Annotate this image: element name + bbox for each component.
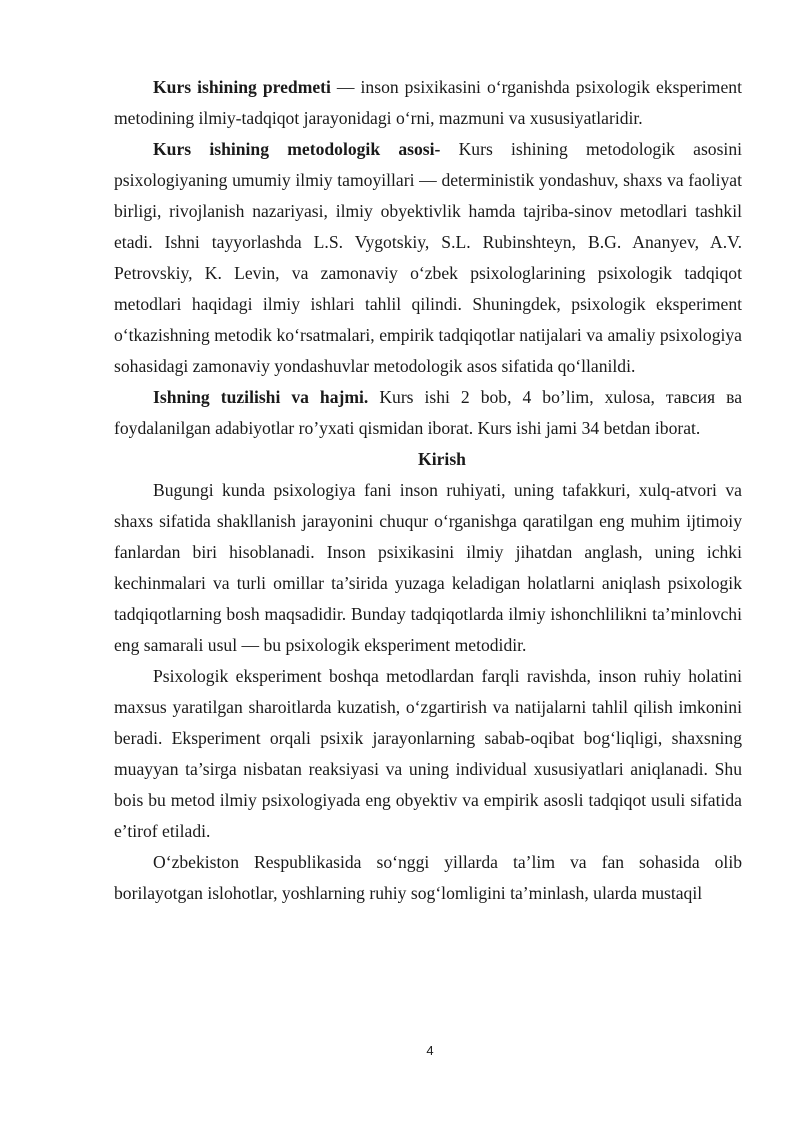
section-heading: Kirish — [418, 449, 466, 469]
paragraph-structure — [114, 382, 742, 444]
paragraph-text: — inson psixikasini o‘rganishda psixologik eksperiment metodining ilmiy-tadqiqot jarayonidagi o‘rni, mazmuni va xususiyatlaridir. — [114, 77, 742, 128]
paragraph-subject — [114, 72, 742, 134]
page-body — [114, 72, 742, 909]
page-number: 4 — [426, 1043, 434, 1058]
paragraph-methodology — [114, 134, 742, 382]
paragraph-lead: Ishning tuzilishi va hajmi. — [153, 387, 369, 407]
paragraph-intro-2: Psixologik eksperiment boshqa metodlardan farqli ravishda, inson ruhiy holatini maxsus yaratilgan sharoitlarda kuzatish, o‘zgartirish va natijalarni tahlil qilish imkonini beradi. Eksperiment orqali psixik jarayonlarning sabab-oqibat bog‘liqligi, shaxsning muayyan ta’sirga nisbatan reaksiyasi va uning individual xususiyatlari aniqlanadi. Shu bois bu metod ilmiy psixologiyada eng obyektiv va empirik asosli tadqiqot usuli sifatida e’tirof etiladi. — [114, 666, 742, 841]
paragraph-lead: Kurs ishining predmeti — [153, 77, 331, 97]
paragraph-lead: Kurs ishining metodologik asosi- — [153, 139, 441, 159]
paragraph-text: Kurs ishi 2 bob, 4 bo’lim, xulosa, тавсия ва foydalanilgan adabiyotlar ro’yxati qismidan iborat. Kurs ishi jami 34 betdan iborat. — [114, 387, 743, 438]
paragraph-text: Kurs ishining metodologik asosini psixologiyaning umumiy ilmiy tamoyillari — deterministik yondashuv, shaxs va faoliyat birligi, rivojlanish nazariyasi, ilmiy obyektivlik hamda tajriba-sinov metodlari tashkil etadi. Ishni tayyorlashda L.S. Vygotskiy, S.L. Rubinshteyn, B.G. Ananyev, A.V. Petrovskiy, K. Levin, va zamonaviy o‘zbek psixologlarining psixologik tadqiqot metodlari haqidagi ilmiy ishlari tahlil qilindi. Shuningdek, psixologik eksperiment o‘tkazishning metodik ko‘rsatmalari, empirik tadqiqotlar natijalari va amaliy psixologiya sohasidagi zamonaviy yondashuvlar metodologik asos sifatida qo‘llanildi. — [114, 139, 743, 376]
paragraph-intro-3: O‘zbekiston Respublikasida so‘nggi yillarda ta’lim va fan sohasida olib borilayotgan islohotlar, yoshlarning ruhiy sog‘lomligini ta’minlash, ularda mustaqil — [114, 852, 742, 903]
paragraph-intro-1: Bugungi kunda psixologiya fani inson ruhiyati, uning tafakkuri, xulq-atvori va shaxs sifatida shakllanish jarayonini chuqur o‘rganishga qaratilgan eng muhim ijtimoiy fanlardan biri hisoblanadi. Inson psixikasini ilmiy jihatdan anglash, uning ichki kechinmalari va turli omillar ta’sirida yuzaga keladigan holatlarni aniqlash psixologik tadqiqotlarning bosh maqsadidir. Bunday tadqiqotlarda ilmiy ishonchlilikni ta’minlovchi eng samarali usul — bu psixologik eksperiment metodidir. — [114, 480, 742, 655]
